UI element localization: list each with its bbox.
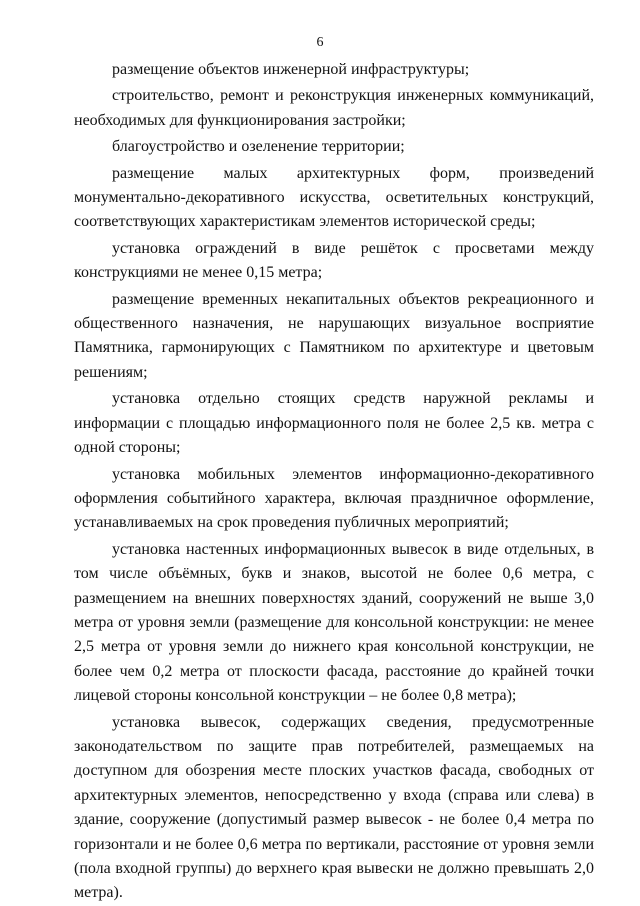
paragraph: установка мобильных элементов информационно-декоративного оформления событийного характера, включая праздничное оформление, устанавливаемых на срок проведения публичных мероприятий; [74, 465, 594, 532]
paragraph: размещение объектов инженерной инфраструктуры; [112, 61, 470, 78]
paragraph: размещение временных некапитальных объектов рекреационного и общественного назначения, не нарушающих визуальное восприятие Памятника, гармонирующих с Памятником по архитектуре и цветовым решениям; [74, 290, 594, 381]
paragraph: установка настенных информационных вывесок в виде отдельных, в том числе объёмных, букв и знаков, высотой не более 0,6 метра, с размещением на внешних поверхностях зданий, сооружений не выше 3,0 метра от уровня земли (размещение для консольной конструкции: не менее 2,5 метра от уровня земли до нижнего края консольной конструкции, не более чем 0,2 метра от плоскости фасада, расстояние до крайней точки лицевой стороны консольной конструкции – не более 0,8 метра); [74, 540, 594, 705]
paragraph: размещение малых архитектурных форм, произведений монументально-декоративного искусства, осветительных конструкций, соответствующих характеристикам элементов исторической среды; [74, 164, 594, 231]
paragraph: установка вывесок, содержащих сведения, предусмотренные законодательством по защите прав потребителей, размещаемых на доступном для обозрения месте плоских участков фасада, свободных от архитектурных элементов, непосредственно у входа (справа или слева) в здание, сооружение (допустимый размер вывесок - не более 0,4 метра по горизонтали и не более 0,6 метра по вертикали, расстояние от уровня земли (пола входной группы) до верхнего края вывески не должно превышать 2,0 метра). [74, 713, 594, 902]
paragraph: строительство, ремонт и реконструкция инженерных коммуникаций, необходимых для функционирования застройки; [74, 87, 594, 129]
paragraph: установка отдельно стоящих средств наружной рекламы и информации с площадью информационного поля не более 2,5 кв. метра с одной стороны; [74, 390, 594, 457]
document-body [74, 58, 594, 906]
paragraph: благоустройство и озеленение территории; [112, 138, 405, 156]
page-number: 6 [316, 35, 324, 50]
paragraph: установка ограждений в виде решёток с просветами между конструкциями не менее 0,15 метра; [74, 239, 594, 282]
